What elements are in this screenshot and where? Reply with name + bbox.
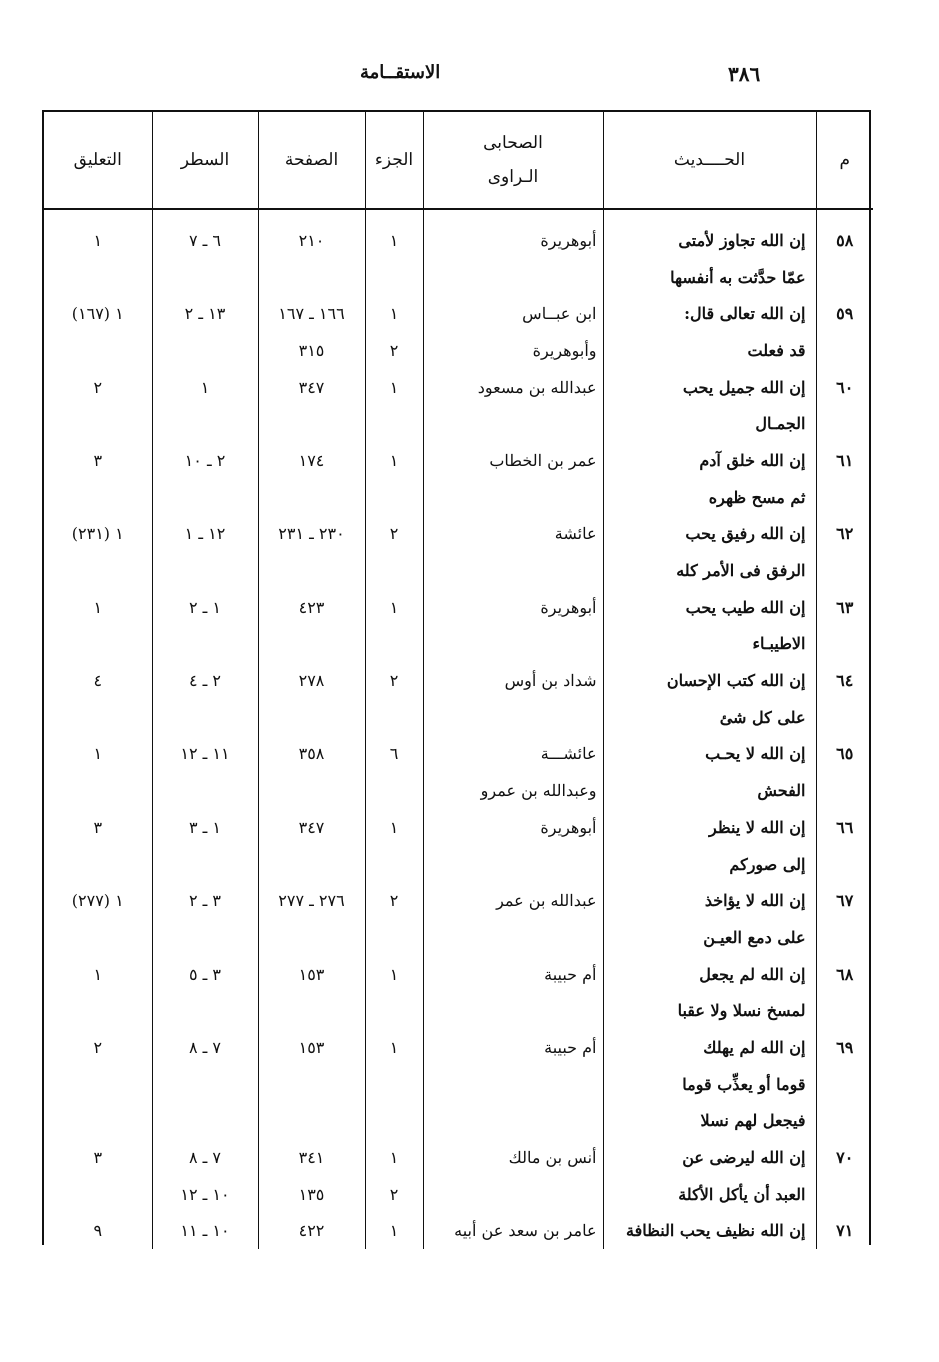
cell-line bbox=[152, 1066, 258, 1103]
cell-hadith: إن الله لا يؤاخذ bbox=[603, 882, 816, 919]
cell-note bbox=[44, 332, 152, 369]
cell-part: ٢ bbox=[365, 516, 423, 553]
cell-hadith: إن الله رفيق يحب bbox=[603, 516, 816, 553]
cell-num bbox=[816, 259, 873, 296]
cell-num: ٦٩ bbox=[816, 1029, 873, 1066]
table-row bbox=[44, 1103, 873, 1140]
cell-narrator bbox=[423, 1103, 603, 1140]
cell-num bbox=[816, 626, 873, 663]
cell-page bbox=[258, 405, 365, 442]
cell-part: ١ bbox=[365, 956, 423, 993]
cell-page: ٢٧٨ bbox=[258, 662, 365, 699]
cell-page: ١٣٥ bbox=[258, 1176, 365, 1213]
cell-line: ١ ـ ٢ bbox=[152, 589, 258, 626]
table-row bbox=[44, 736, 873, 773]
cell-hadith: عمّا حدَّثت به أنفسها bbox=[603, 259, 816, 296]
cell-page bbox=[258, 1066, 365, 1103]
cell-hadith: إن الله نظيف يحب النظافة bbox=[603, 1213, 816, 1250]
table-row bbox=[44, 662, 873, 699]
cell-part: ١ bbox=[365, 442, 423, 479]
cell-hadith: على دمع العيـن bbox=[603, 919, 816, 956]
cell-hadith: إن الله تجاوز لأمتى bbox=[603, 209, 816, 259]
cell-page bbox=[258, 919, 365, 956]
cell-page bbox=[258, 552, 365, 589]
table-row bbox=[44, 1066, 873, 1103]
cell-part: ٦ bbox=[365, 736, 423, 773]
cell-part bbox=[365, 1066, 423, 1103]
cell-narrator: أم حبيبة bbox=[423, 956, 603, 993]
cell-narrator: شداد بن أوس bbox=[423, 662, 603, 699]
cell-hadith: إن الله لا ينظر bbox=[603, 809, 816, 846]
table-row bbox=[44, 259, 873, 296]
table-header-row bbox=[44, 112, 873, 209]
table-row bbox=[44, 589, 873, 626]
cell-narrator bbox=[423, 626, 603, 663]
cell-page: ٢٧٦ ـ ٢٧٧ bbox=[258, 882, 365, 919]
cell-page bbox=[258, 1103, 365, 1140]
cell-line bbox=[152, 405, 258, 442]
cell-num: ٦٨ bbox=[816, 956, 873, 993]
cell-page: ٣٥٨ bbox=[258, 736, 365, 773]
running-title: الاستقــامة bbox=[360, 62, 441, 83]
table-row bbox=[44, 405, 873, 442]
cell-num: ٧٠ bbox=[816, 1139, 873, 1176]
cell-page bbox=[258, 626, 365, 663]
cell-page: ٤٢٢ bbox=[258, 1213, 365, 1250]
table-row bbox=[44, 442, 873, 479]
cell-line bbox=[152, 1103, 258, 1140]
cell-narrator bbox=[423, 259, 603, 296]
cell-narrator bbox=[423, 919, 603, 956]
cell-narrator: وأبوهريرة bbox=[423, 332, 603, 369]
cell-note bbox=[44, 552, 152, 589]
cell-part: ١ bbox=[365, 1029, 423, 1066]
cell-line bbox=[152, 332, 258, 369]
cell-line bbox=[152, 626, 258, 663]
cell-page: ٤٢٣ bbox=[258, 589, 365, 626]
cell-note bbox=[44, 992, 152, 1029]
cell-line: ٣ ـ ٥ bbox=[152, 956, 258, 993]
cell-note: ٢ bbox=[93, 377, 103, 397]
cell-hadith: العبد أن يأكل الأكلة bbox=[603, 1176, 816, 1213]
cell-line bbox=[152, 992, 258, 1029]
cell-line: ٣ ـ ٢ bbox=[152, 882, 258, 919]
cell-part bbox=[365, 699, 423, 736]
column-header-narrator bbox=[423, 112, 603, 209]
table-row bbox=[44, 809, 873, 846]
cell-line: ٢ ـ ٤ bbox=[152, 662, 258, 699]
cell-line bbox=[152, 772, 258, 809]
cell-page: ٣٤١ bbox=[258, 1139, 365, 1176]
cell-line: ٧ ـ ٨ bbox=[152, 1139, 258, 1176]
cell-part: ١ bbox=[365, 589, 423, 626]
cell-note bbox=[44, 919, 152, 956]
cell-part: ٢ bbox=[365, 662, 423, 699]
cell-num: ٦٠ bbox=[816, 369, 873, 406]
cell-part: ١ bbox=[365, 369, 423, 406]
cell-hadith: لمسخ نسلا ولا عقبا bbox=[603, 992, 816, 1029]
cell-narrator: عبدالله بن عمر bbox=[423, 882, 603, 919]
cell-line: ١١ ـ ١٢ bbox=[152, 736, 258, 773]
cell-hadith: على كل شئ bbox=[603, 699, 816, 736]
cell-num: ٥٨ bbox=[816, 209, 873, 259]
cell-note bbox=[44, 846, 152, 883]
cell-note: ١ bbox=[93, 230, 103, 250]
cell-page: ١٥٣ bbox=[258, 956, 365, 993]
cell-line: ٦ ـ ٧ bbox=[152, 209, 258, 259]
cell-narrator: عمر بن الخطاب bbox=[423, 442, 603, 479]
cell-part bbox=[365, 405, 423, 442]
table-row bbox=[44, 1029, 873, 1066]
page-header bbox=[0, 56, 939, 96]
cell-narrator bbox=[423, 1066, 603, 1103]
cell-narrator: عائشـــة bbox=[423, 736, 603, 773]
cell-line: ١ ـ ٣ bbox=[152, 809, 258, 846]
cell-num: ٦٧ bbox=[816, 882, 873, 919]
cell-num: ٧١ bbox=[816, 1213, 873, 1250]
cell-narrator bbox=[423, 479, 603, 516]
cell-note: ٤ bbox=[93, 671, 103, 691]
cell-part bbox=[365, 919, 423, 956]
cell-hadith: الاطيبـاء bbox=[603, 626, 816, 663]
cell-narrator: أبوهريرة bbox=[423, 589, 603, 626]
cell-hadith: الرفق فى الأمر كله bbox=[603, 552, 816, 589]
cell-note: ١ (٢٧٧) bbox=[71, 891, 124, 911]
cell-hadith: إن الله طيب يحب bbox=[603, 589, 816, 626]
cell-part: ١ bbox=[365, 809, 423, 846]
cell-narrator: عائشة bbox=[423, 516, 603, 553]
cell-part bbox=[365, 992, 423, 1029]
table-row bbox=[44, 295, 873, 332]
cell-note: ٩ bbox=[93, 1221, 103, 1241]
cell-page bbox=[258, 479, 365, 516]
cell-num: ٦٣ bbox=[816, 589, 873, 626]
table-row bbox=[44, 626, 873, 663]
hadith-index-table bbox=[42, 110, 871, 1245]
column-header-hadith: الحــــديث bbox=[603, 112, 816, 209]
cell-note bbox=[44, 1103, 152, 1140]
cell-part bbox=[365, 772, 423, 809]
cell-num: ٦٥ bbox=[816, 736, 873, 773]
table-row bbox=[44, 209, 873, 259]
cell-note: ١ (١٦٧) bbox=[71, 304, 124, 324]
cell-page: ٣٤٧ bbox=[258, 809, 365, 846]
table-row bbox=[44, 552, 873, 589]
cell-narrator bbox=[423, 992, 603, 1029]
cell-num bbox=[816, 479, 873, 516]
cell-num bbox=[816, 1103, 873, 1140]
cell-part bbox=[365, 552, 423, 589]
cell-num bbox=[816, 1066, 873, 1103]
table-row bbox=[44, 882, 873, 919]
table-row bbox=[44, 516, 873, 553]
cell-line bbox=[152, 259, 258, 296]
cell-hadith: قد فعلت bbox=[603, 332, 816, 369]
cell-part bbox=[365, 846, 423, 883]
cell-num: ٦٦ bbox=[816, 809, 873, 846]
cell-part: ١ bbox=[365, 295, 423, 332]
cell-note: ٣ bbox=[93, 817, 103, 837]
cell-part: ١ bbox=[365, 1213, 423, 1250]
cell-page: ١٦٦ ـ ١٦٧ bbox=[258, 295, 365, 332]
cell-page: ١٥٣ bbox=[258, 1029, 365, 1066]
cell-hadith: إلى صوركم bbox=[603, 846, 816, 883]
cell-hadith: إن الله جميل يحب bbox=[603, 369, 816, 406]
cell-note: ١ bbox=[93, 597, 103, 617]
cell-part: ٢ bbox=[365, 332, 423, 369]
cell-part bbox=[365, 259, 423, 296]
cell-num bbox=[816, 772, 873, 809]
cell-line: ١٠ ـ ١١ bbox=[152, 1213, 258, 1250]
cell-page: ٣١٥ bbox=[258, 332, 365, 369]
column-header-note: التعليق bbox=[44, 112, 152, 209]
cell-page bbox=[258, 772, 365, 809]
column-header-line: السطر bbox=[152, 112, 258, 209]
table-row bbox=[44, 1176, 873, 1213]
cell-narrator: عبدالله بن مسعود bbox=[423, 369, 603, 406]
cell-narrator: ابن عبــاس bbox=[423, 295, 603, 332]
cell-page bbox=[258, 259, 365, 296]
cell-hadith: إن الله تعالى قال: bbox=[603, 295, 816, 332]
column-header-narrator-text: الصحابى الـراوى bbox=[483, 133, 543, 187]
cell-num: ٦٢ bbox=[816, 516, 873, 553]
cell-line bbox=[152, 479, 258, 516]
cell-narrator: عامر بن سعد عن أبيه bbox=[423, 1213, 603, 1250]
table-row bbox=[44, 332, 873, 369]
column-header-page: الصفحة bbox=[258, 112, 365, 209]
cell-line bbox=[152, 919, 258, 956]
cell-num bbox=[816, 1176, 873, 1213]
index-table bbox=[44, 112, 873, 1249]
cell-num: ٥٩ bbox=[816, 295, 873, 332]
cell-page bbox=[258, 992, 365, 1029]
cell-note: ٣ bbox=[93, 1148, 103, 1168]
cell-num bbox=[816, 992, 873, 1029]
cell-hadith: إن الله لم يجعل bbox=[603, 956, 816, 993]
cell-narrator bbox=[423, 699, 603, 736]
cell-note: ٣ bbox=[93, 450, 103, 470]
cell-hadith: قوما أو يعذِّب قوما bbox=[603, 1066, 816, 1103]
cell-hadith: إن الله لم يهلك bbox=[603, 1029, 816, 1066]
cell-narrator: أبوهريرة bbox=[423, 209, 603, 259]
table-row bbox=[44, 1139, 873, 1176]
table-row bbox=[44, 846, 873, 883]
cell-part bbox=[365, 479, 423, 516]
cell-note bbox=[44, 699, 152, 736]
cell-part bbox=[365, 1103, 423, 1140]
cell-note bbox=[44, 772, 152, 809]
cell-hadith: إن الله لا يحـب bbox=[603, 736, 816, 773]
page-number: ٣٨٦ bbox=[728, 62, 761, 86]
cell-part bbox=[365, 626, 423, 663]
cell-line bbox=[152, 552, 258, 589]
cell-note bbox=[44, 1066, 152, 1103]
table-row bbox=[44, 699, 873, 736]
cell-line: ٧ ـ ٨ bbox=[152, 1029, 258, 1066]
cell-narrator: وعبدالله بن عمرو bbox=[423, 772, 603, 809]
cell-part: ٢ bbox=[365, 1176, 423, 1213]
cell-page: ٢٣٠ ـ ٢٣١ bbox=[258, 516, 365, 553]
cell-line bbox=[152, 699, 258, 736]
cell-page: ٢١٠ bbox=[258, 209, 365, 259]
cell-narrator bbox=[423, 552, 603, 589]
cell-note bbox=[44, 405, 152, 442]
cell-narrator: أنس بن مالك bbox=[423, 1139, 603, 1176]
cell-part: ١ bbox=[365, 1139, 423, 1176]
cell-narrator bbox=[423, 405, 603, 442]
cell-part: ٢ bbox=[365, 882, 423, 919]
cell-page: ١٧٤ bbox=[258, 442, 365, 479]
table-row bbox=[44, 1213, 873, 1250]
table-body bbox=[44, 209, 873, 1249]
cell-note bbox=[44, 1176, 152, 1213]
cell-narrator: أم حبيبة bbox=[423, 1029, 603, 1066]
table-row bbox=[44, 479, 873, 516]
cell-page bbox=[258, 699, 365, 736]
cell-hadith: إن الله ليرضى عن bbox=[603, 1139, 816, 1176]
cell-note: ٢ bbox=[93, 1037, 103, 1057]
cell-hadith: الفحش bbox=[603, 772, 816, 809]
cell-note bbox=[44, 479, 152, 516]
cell-hadith: فيجعل لهم نسلا bbox=[603, 1103, 816, 1140]
cell-hadith: ثم مسح ظهره bbox=[603, 479, 816, 516]
cell-num bbox=[816, 699, 873, 736]
cell-note bbox=[44, 626, 152, 663]
table-row bbox=[44, 992, 873, 1029]
cell-narrator: أبوهريرة bbox=[423, 809, 603, 846]
cell-num bbox=[816, 919, 873, 956]
cell-line: ١٢ ـ ١ bbox=[152, 516, 258, 553]
cell-num bbox=[816, 405, 873, 442]
cell-note: ١ (٢٣١) bbox=[71, 524, 124, 544]
cell-line bbox=[152, 846, 258, 883]
table-row bbox=[44, 369, 873, 406]
cell-narrator bbox=[423, 846, 603, 883]
table-row bbox=[44, 956, 873, 993]
cell-line: ١٠ ـ ١٢ bbox=[152, 1176, 258, 1213]
cell-narrator bbox=[423, 1176, 603, 1213]
cell-num bbox=[816, 846, 873, 883]
cell-line: ٢ ـ ١٠ bbox=[152, 442, 258, 479]
cell-note: ١ bbox=[93, 964, 103, 984]
cell-hadith: الجمـال bbox=[603, 405, 816, 442]
table-row bbox=[44, 772, 873, 809]
cell-num: ٦٤ bbox=[816, 662, 873, 699]
cell-line: ١٣ ـ ٢ bbox=[152, 295, 258, 332]
cell-num bbox=[816, 332, 873, 369]
cell-line: ١ bbox=[152, 369, 258, 406]
cell-note bbox=[44, 259, 152, 296]
cell-num: ٦١ bbox=[816, 442, 873, 479]
cell-page: ٣٤٧ bbox=[258, 369, 365, 406]
cell-note: ١ bbox=[93, 744, 103, 764]
cell-part: ١ bbox=[365, 209, 423, 259]
cell-hadith: إن الله خلق آدم bbox=[603, 442, 816, 479]
column-header-num: م bbox=[816, 112, 873, 209]
cell-num bbox=[816, 552, 873, 589]
cell-hadith: إن الله كتب الإحسان bbox=[603, 662, 816, 699]
cell-page bbox=[258, 846, 365, 883]
column-header-part: الجزء bbox=[365, 112, 423, 209]
table-row bbox=[44, 919, 873, 956]
